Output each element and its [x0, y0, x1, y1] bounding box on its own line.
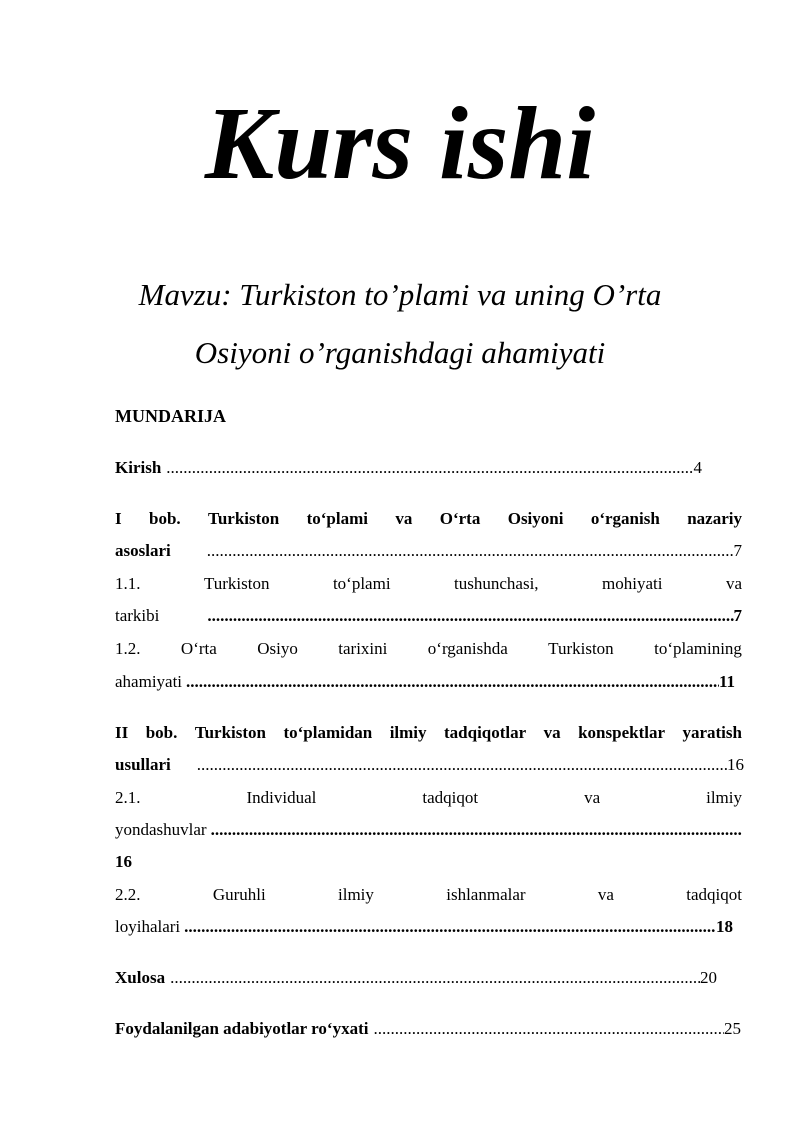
- toc-word: tadqiqot: [686, 885, 742, 904]
- toc-leader-dots: [197, 754, 727, 776]
- toc-section-1-1-line-1: [115, 573, 742, 595]
- toc-section-1-2-line-1: [115, 638, 742, 660]
- topic-line-2: Osiyoni o’rganishdagi ahamiyati: [194, 335, 606, 370]
- toc-word: to‘plami: [306, 509, 368, 528]
- toc-word: ilmiy: [389, 723, 427, 742]
- toc-word: ilmiy: [706, 788, 742, 807]
- toc-word: va: [543, 723, 561, 742]
- toc-page-number: 18: [716, 917, 733, 936]
- toc-section-2-2-line-2: [115, 916, 733, 938]
- toc-word: tushunchasi,: [454, 574, 539, 593]
- toc-leader-dots: [207, 605, 733, 627]
- toc-word: bob.: [149, 509, 181, 528]
- toc-entry-label: ahamiyati: [115, 672, 183, 691]
- toc-word: Turkiston: [208, 509, 280, 528]
- toc-entry-label: loyihalari: [115, 917, 181, 936]
- toc-word: Individual: [246, 788, 317, 807]
- toc-word: tadqiqot: [422, 788, 479, 807]
- toc-entry-adabiyotlar: [115, 1018, 741, 1040]
- toc-word: 2.1.: [115, 788, 141, 807]
- toc-page-number: 20: [700, 968, 717, 987]
- toc-word: Guruhli: [212, 885, 266, 904]
- toc-page-number: 16: [115, 852, 132, 871]
- toc-entry-kirish: [115, 457, 702, 479]
- toc-leader-dots: [373, 1018, 724, 1040]
- toc-page-number: 25: [724, 1019, 741, 1038]
- toc-word: Turkiston: [548, 639, 614, 658]
- toc-heading: MUNDARIJA: [115, 406, 226, 426]
- toc-word: 1.1.: [115, 574, 141, 593]
- toc-word: tadqiqotlar: [444, 723, 527, 742]
- toc-section-2-2-line-1: [115, 884, 742, 906]
- toc-entry-label: usullari: [115, 755, 171, 774]
- toc-word: Turkiston: [194, 723, 266, 742]
- toc-section-2-1-line-1: [115, 787, 742, 809]
- toc-word: Osiyoni: [507, 509, 564, 528]
- toc-page-number: 7: [733, 541, 742, 560]
- toc-word: konspektlar: [578, 723, 666, 742]
- toc-entry-label: asoslari: [115, 541, 171, 560]
- toc-word: ilmiy: [338, 885, 374, 904]
- toc-word: yaratish: [682, 723, 742, 742]
- toc-leader-dots: [207, 540, 734, 562]
- toc-word: nazariy: [687, 509, 742, 528]
- toc-page-number: 4: [693, 458, 702, 477]
- toc-word: va: [584, 788, 601, 807]
- toc-chapter-1-line-1: [115, 508, 742, 530]
- toc-page-number: 7: [733, 606, 742, 625]
- toc-entry-label: Foydalanilgan adabiyotlar ro‘yxati: [115, 1019, 369, 1038]
- toc-leader-dots: [170, 967, 700, 989]
- toc-chapter-1-line-2: [115, 540, 742, 562]
- toc-word: o‘rganish: [590, 509, 660, 528]
- toc-word: O‘rta: [180, 639, 217, 658]
- toc-word: 2.2.: [115, 885, 141, 904]
- toc-word: mohiyati: [602, 574, 663, 593]
- toc-word: 1.2.: [115, 639, 141, 658]
- toc-chapter-2-line-1: [115, 722, 742, 744]
- toc-word: Turkiston: [203, 574, 270, 593]
- toc-word: to‘plami: [332, 574, 391, 593]
- topic-line-1: Mavzu: Turkiston to’plami va uning O’rta: [138, 277, 662, 312]
- toc-entry-label: Xulosa: [115, 968, 166, 987]
- toc-entry-label: yondashuvlar: [115, 820, 207, 839]
- toc-section-1-1-line-2: [115, 605, 742, 627]
- toc-word: II: [115, 723, 129, 742]
- toc-chapter-2-line-2: [115, 754, 744, 776]
- toc-leader-dots: [186, 671, 719, 693]
- toc-entry-label: Kirish: [115, 458, 162, 477]
- toc-leader-dots: [211, 819, 742, 841]
- toc-leader-dots: [166, 457, 693, 479]
- toc-entry-xulosa: [115, 967, 717, 989]
- toc-word: Osiyo: [257, 639, 298, 658]
- toc-leader-dots: [184, 916, 716, 938]
- toc-word: to‘plamining: [654, 639, 742, 658]
- toc-word: va: [725, 574, 742, 593]
- toc-section-2-1-line-2: [115, 819, 742, 841]
- toc-section-1-2-line-2: [115, 671, 735, 693]
- toc-word: tarixini: [338, 639, 388, 658]
- toc-word: I: [115, 509, 122, 528]
- toc-word: to‘plamidan: [283, 723, 373, 742]
- toc-word: bob.: [145, 723, 178, 742]
- document-title: Kurs ishi: [204, 86, 596, 201]
- toc-page-number: 11: [718, 672, 735, 691]
- toc-word: O‘rta: [439, 509, 481, 528]
- toc-entry-label: tarkibi: [115, 606, 160, 625]
- toc-word: ishlanmalar: [446, 885, 526, 904]
- toc-word: o‘rganishda: [427, 639, 508, 658]
- toc-word: va: [395, 509, 413, 528]
- toc-page-number: 16: [727, 755, 744, 774]
- toc-word: va: [597, 885, 614, 904]
